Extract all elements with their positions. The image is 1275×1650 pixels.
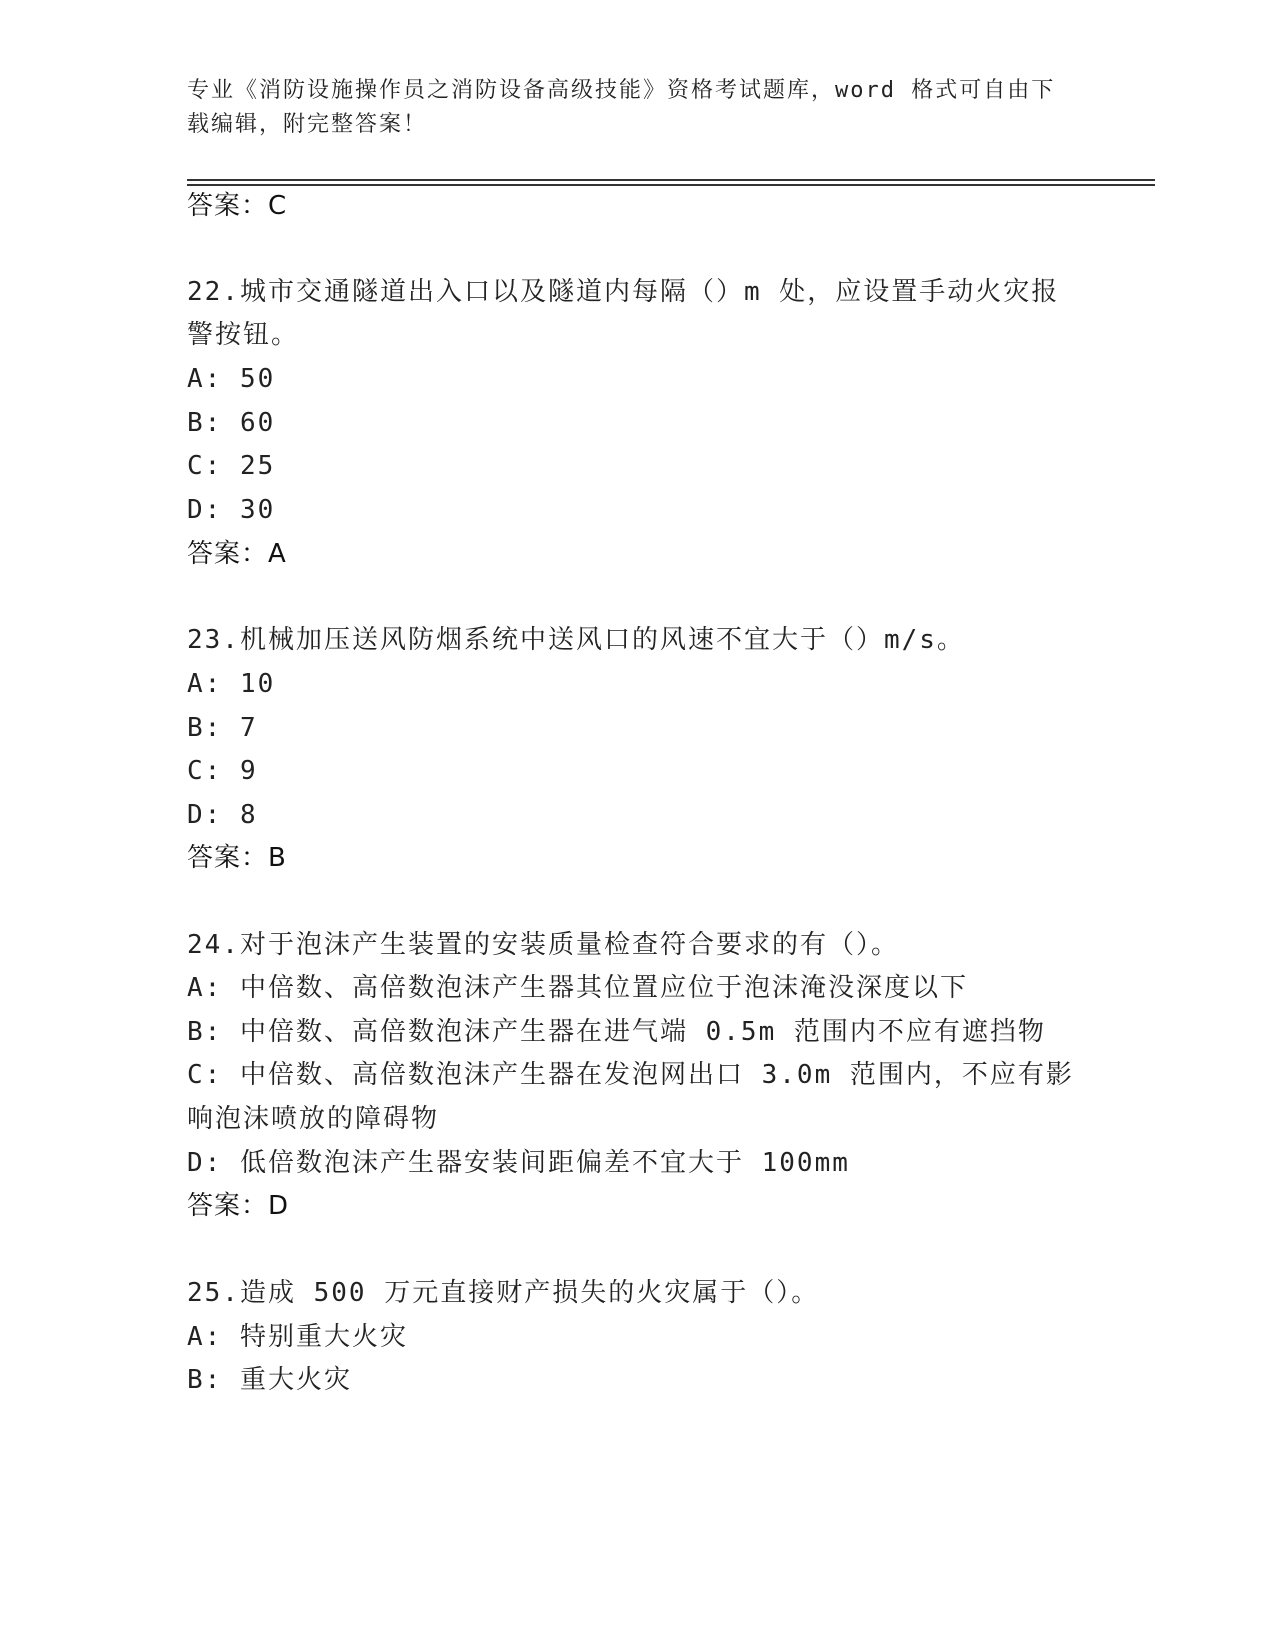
answer-q21: 答案：C bbox=[187, 191, 288, 221]
question-24-option-c-continued: 响泡沫喷放的障碍物 bbox=[187, 1104, 440, 1134]
question-23-option-d: D: 8 bbox=[187, 800, 258, 830]
header-line-1: 专业《消防设施操作员之消防设备高级技能》资格考试题库，word 格式可自由下 bbox=[187, 78, 1056, 103]
question-23-stem: 23.机械加压送风防烟系统中送风口的风速不宜大于（）m/s。 bbox=[187, 625, 965, 655]
question-24-option-c: C: 中倍数、高倍数泡沫产生器在发泡网出口 3.0m 范围内，不应有影 bbox=[187, 1060, 1074, 1090]
question-24-option-b: B: 中倍数、高倍数泡沫产生器在进气端 0.5m 范围内不应有遮挡物 bbox=[187, 1017, 1046, 1047]
answer-q22: 答案：A bbox=[187, 539, 287, 569]
question-22-stem-line-2: 警按钮。 bbox=[187, 320, 300, 350]
question-22-option-b: B: 60 bbox=[187, 408, 276, 438]
header-divider-bottom bbox=[187, 184, 1155, 186]
question-25-stem: 25.造成 500 万元直接财产损失的火灾属于（）。 bbox=[187, 1278, 820, 1308]
header-divider-top bbox=[187, 179, 1155, 181]
question-24-stem: 24.对于泡沫产生装置的安装质量检查符合要求的有（）。 bbox=[187, 930, 899, 960]
document-header bbox=[187, 74, 1077, 142]
question-24-option-d: D: 低倍数泡沫产生器安装间距偏差不宜大于 100mm bbox=[187, 1148, 850, 1178]
answer-q24: 答案：D bbox=[187, 1191, 290, 1221]
question-22-option-a: A: 50 bbox=[187, 364, 276, 394]
question-24-option-a: A: 中倍数、高倍数泡沫产生器其位置应位于泡沫淹没深度以下 bbox=[187, 973, 968, 1003]
question-23-option-c: C: 9 bbox=[187, 756, 258, 786]
question-23-option-b: B: 7 bbox=[187, 713, 258, 743]
question-25-option-b: B: 重大火灾 bbox=[187, 1365, 352, 1395]
question-22-stem-line-1: 22.城市交通隧道出入口以及隧道内每隔（）m 处，应设置手动火灾报 bbox=[187, 277, 1060, 307]
question-22-option-c: C: 25 bbox=[187, 451, 276, 481]
answer-q23: 答案：B bbox=[187, 843, 287, 873]
header-line-2: 载编辑，附完整答案！ bbox=[187, 112, 428, 137]
question-23-option-a: A: 10 bbox=[187, 669, 276, 699]
question-22-option-d: D: 30 bbox=[187, 495, 276, 525]
question-25-option-a: A: 特别重大火灾 bbox=[187, 1322, 408, 1352]
